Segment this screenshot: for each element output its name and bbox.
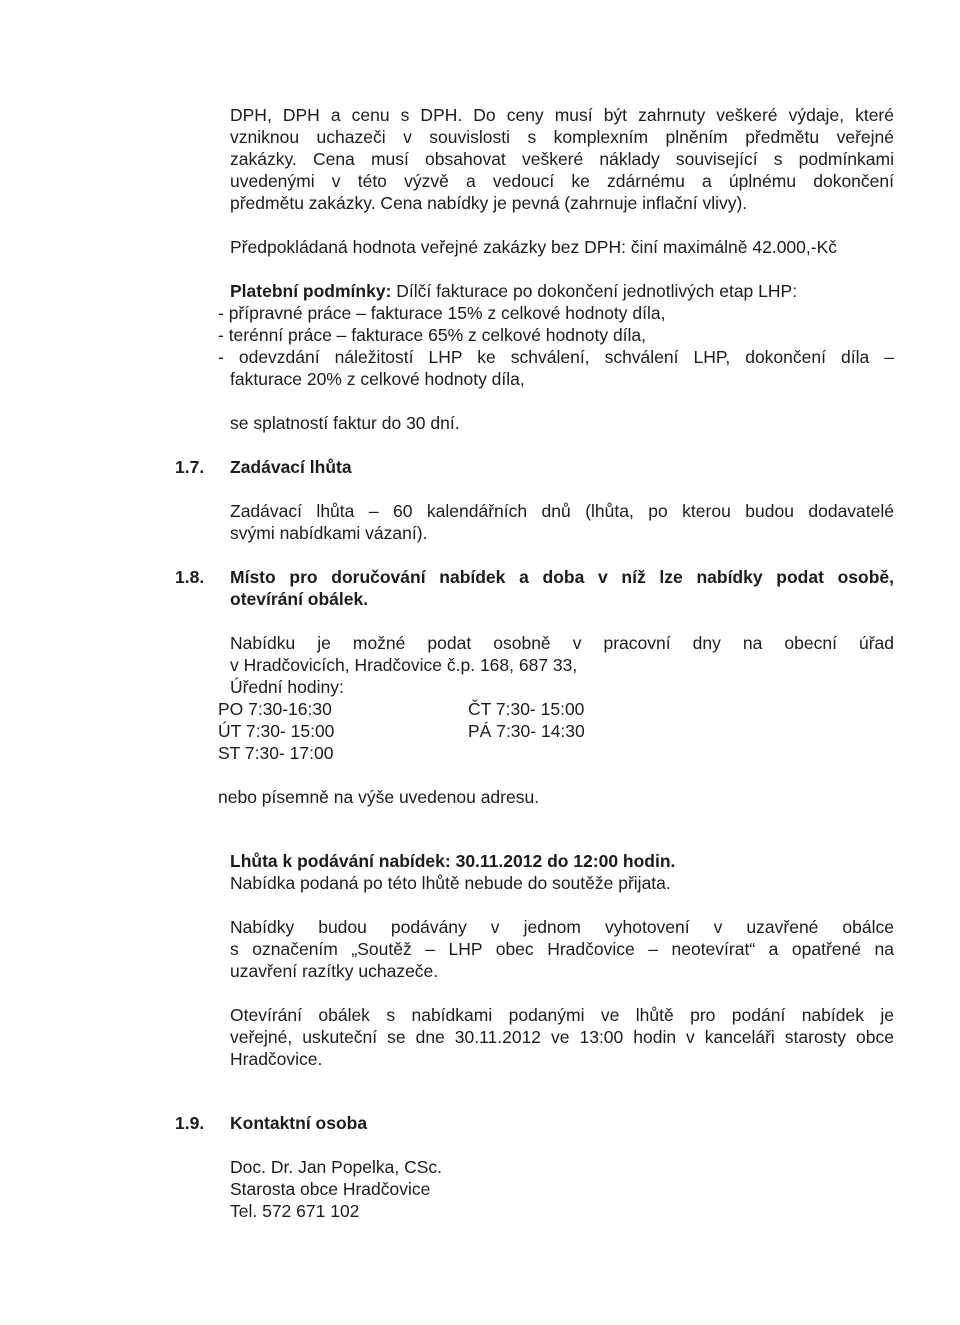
late-submission-note: Nabídka podaná po této lhůtě nebude do soutěže přijata.	[230, 873, 671, 893]
estimated-value: Předpokládaná hodnota veřejné zakázky bez DPH: činí maximálně 42.000,-Kč	[230, 237, 838, 257]
envelope-line-1: Nabídky budou podávány v jednom vyhotovení v uzavřené obálce	[230, 917, 894, 937]
intro-line-1: DPH, DPH a cenu s DPH. Do ceny musí být zahrnuty veškeré výdaje, které	[230, 105, 894, 125]
payment-text: Dílčí fakturace po dokončení jednotlivých etap LHP:	[391, 281, 798, 301]
hours-tue: ÚT 7:30- 15:00	[218, 721, 335, 741]
intro-line-3: zakázky. Cena musí obsahovat veškeré náklady související s podmínkami	[230, 149, 894, 169]
section-title-1-8-cont: otevírání obálek.	[230, 589, 369, 609]
tender-period-line-1: Zadávací lhůta – 60 kalendářních dnů (lhůta, po kterou budou dodavatelé	[230, 501, 894, 521]
intro-line-5: předmětu zakázky. Cena nabídky je pevná (zahrnuje inflační vlivy).	[230, 193, 748, 213]
section-title-1-8: Místo pro doručování nabídek a doba v níž lze nabídky podat osobě,	[230, 567, 894, 587]
contact-phone: Tel. 572 671 102	[230, 1201, 360, 1221]
written-delivery: nebo písemně na výše uvedenou adresu.	[218, 787, 540, 807]
submission-deadline: Lhůta k podávání nabídek: 30.11.2012 do 12:00 hodin.	[230, 851, 676, 871]
hours-wed: ST 7:30- 17:00	[218, 743, 334, 763]
tender-period-line-2: svými nabídkami vázaní).	[230, 523, 428, 543]
section-title-1-9: Kontaktní osoba	[230, 1113, 368, 1133]
hours-mon: PO 7:30-16:30	[218, 699, 332, 719]
payment-terms	[230, 281, 797, 303]
office-hours-label: Úřední hodiny:	[230, 677, 344, 697]
contact-role: Starosta obce Hradčovice	[230, 1179, 431, 1199]
envelope-line-2: s označením „Soutěž – LHP obec Hradčovice – neotevírat“ a opatřené na	[230, 939, 894, 959]
opening-line-1: Otevírání obálek s nabídkami podanými ve lhůtě pro podání nabídek je	[230, 1005, 894, 1025]
section-number-1-8: 1.8.	[175, 567, 205, 587]
section-number-1-9: 1.9.	[175, 1113, 205, 1133]
payment-item-2: - terénní práce – fakturace 65% z celkové hodnoty díla,	[218, 325, 647, 345]
intro-line-2: vzniknou uchazeči v souvislosti s komplexním plněním předmětu veřejné	[230, 127, 894, 147]
hours-thu: ČT 7:30- 15:00	[468, 699, 585, 719]
delivery-line-2: v Hradčovicích, Hradčovice č.p. 168, 687 33,	[230, 655, 578, 675]
payment-item-3: - odevzdání náležitostí LHP ke schválení, schválení LHP, dokončení díla –	[218, 347, 894, 367]
payment-label: Platební podmínky:	[230, 281, 392, 301]
opening-line-2: veřejné, uskuteční se dne 30.11.2012 ve 13:00 hodin v kanceláři starosty obce	[230, 1027, 894, 1047]
section-title-1-7: Zadávací lhůta	[230, 457, 352, 477]
payment-item-3-cont: fakturace 20% z celkové hodnoty díla,	[230, 369, 525, 389]
section-number-1-7: 1.7.	[175, 457, 205, 477]
payment-item-1: - přípravné práce – fakturace 15% z celkové hodnoty díla,	[218, 303, 666, 323]
delivery-line-1: Nabídku je možné podat osobně v pracovní dny na obecní úřad	[230, 633, 894, 653]
opening-line-3: Hradčovice.	[230, 1049, 323, 1069]
hours-fri: PÁ 7:30- 14:30	[468, 721, 585, 741]
intro-line-4: uvedenými v této výzvě a vedoucí ke zdárnému a úplnému dokončení	[230, 171, 894, 191]
contact-name: Doc. Dr. Jan Popelka, CSc.	[230, 1157, 443, 1177]
payment-due: se splatností faktur do 30 dní.	[230, 413, 460, 433]
envelope-line-3: uzavření razítky uchazeče.	[230, 961, 439, 981]
